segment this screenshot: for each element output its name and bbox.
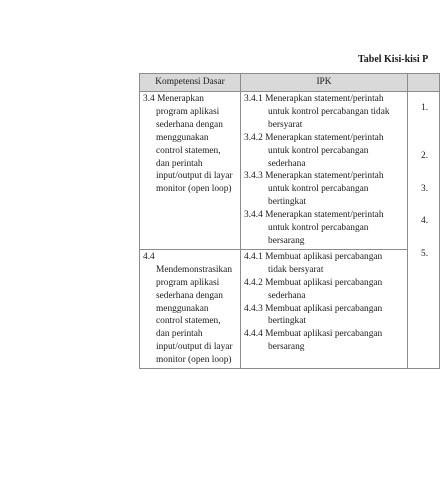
ipk-line: tidak bersyarat bbox=[268, 264, 324, 275]
kd-line: monitor (open loop) bbox=[156, 355, 232, 366]
ipk-cell bbox=[241, 249, 408, 368]
kd-line: control statemen, bbox=[156, 145, 221, 156]
kisi-kisi-table bbox=[139, 73, 440, 369]
ipk-line: sederhana bbox=[268, 290, 306, 301]
ipk-line: 3.4.3 Menerapkan statement/perintah bbox=[244, 171, 384, 182]
ipk-item bbox=[244, 170, 405, 209]
kd-line: program aplikasi bbox=[156, 106, 220, 117]
ipk-line: untuk kontrol percabangan tidak bbox=[268, 106, 390, 117]
kd-line: dan perintah bbox=[156, 158, 203, 169]
ipk-line: 3.4.4 Menerapkan statement/perintah bbox=[244, 210, 384, 221]
kd-line: Mendemonstrasikan bbox=[156, 264, 233, 275]
ipk-cell bbox=[241, 92, 408, 250]
kd-line: menggunakan bbox=[156, 303, 209, 314]
materi-item-5: 5. bbox=[421, 249, 429, 259]
header-kompetensi-dasar: Kompetensi Dasar bbox=[140, 74, 241, 92]
ipk-line: bertingkat bbox=[268, 316, 307, 327]
table-header-row bbox=[140, 74, 440, 92]
header-ipk: IPK bbox=[241, 74, 408, 92]
ipk-line: 4.4.4 Membuat aplikasi percabangan bbox=[244, 329, 383, 340]
kd-line: input/output di layar bbox=[156, 342, 233, 353]
ipk-line: 3.4.2 Menerapkan statement/perintah bbox=[244, 132, 384, 143]
ipk-item bbox=[244, 303, 405, 329]
ipk-line: untuk kontrol percabangan bbox=[268, 184, 369, 195]
kd-line: input/output di layar bbox=[156, 171, 233, 182]
kd-line: sederhana dengan bbox=[156, 119, 223, 130]
materi-item-2: 2. bbox=[421, 151, 429, 161]
ipk-line: bersyarat bbox=[268, 119, 303, 130]
ipk-line: untuk kontrol percabangan bbox=[268, 145, 369, 156]
ipk-line: 4.4.3 Membuat aplikasi percabangan bbox=[244, 303, 383, 314]
kd-line: menggunakan bbox=[156, 132, 209, 143]
kd-cell bbox=[140, 92, 241, 250]
ipk-line: 4.4.1 Membuat aplikasi percabangan bbox=[244, 251, 383, 262]
ipk-line: bersarang bbox=[268, 235, 305, 246]
ipk-item bbox=[244, 93, 405, 132]
ipk-item bbox=[244, 251, 405, 277]
header-materi bbox=[408, 74, 440, 92]
kd-line: program aplikasi bbox=[156, 277, 220, 288]
table-title: Tabel Kisi-kisi P bbox=[358, 54, 429, 65]
materi-item-4: 4. bbox=[421, 216, 429, 226]
kd-line: sederhana dengan bbox=[156, 290, 223, 301]
kd-number: 4.4 bbox=[143, 251, 155, 262]
ipk-line: bertingkat bbox=[268, 197, 307, 208]
kd-number: 3.4 Menerapkan bbox=[143, 94, 204, 104]
ipk-item bbox=[244, 209, 405, 248]
table-row bbox=[140, 249, 440, 368]
kd-line: monitor (open loop) bbox=[156, 184, 232, 195]
ipk-line: untuk kontrol percabangan bbox=[268, 223, 369, 234]
ipk-line: 3.4.1 Menerapkan statement/perintah bbox=[244, 94, 384, 104]
kd-line: dan perintah bbox=[156, 329, 203, 340]
materi-item-3: 3. bbox=[421, 184, 429, 194]
materi-item-1: 1. bbox=[421, 103, 429, 113]
kd-line: control statemen, bbox=[156, 316, 221, 327]
ipk-item bbox=[244, 277, 405, 303]
ipk-item bbox=[244, 328, 405, 354]
ipk-item bbox=[244, 132, 405, 171]
kd-cell bbox=[140, 249, 241, 368]
ipk-line: 4.4.2 Membuat aplikasi percabangan bbox=[244, 277, 383, 288]
materi-cell bbox=[408, 92, 440, 369]
ipk-line: bersarang bbox=[268, 342, 305, 353]
ipk-line: sederhana bbox=[268, 158, 306, 169]
table-row bbox=[140, 92, 440, 250]
